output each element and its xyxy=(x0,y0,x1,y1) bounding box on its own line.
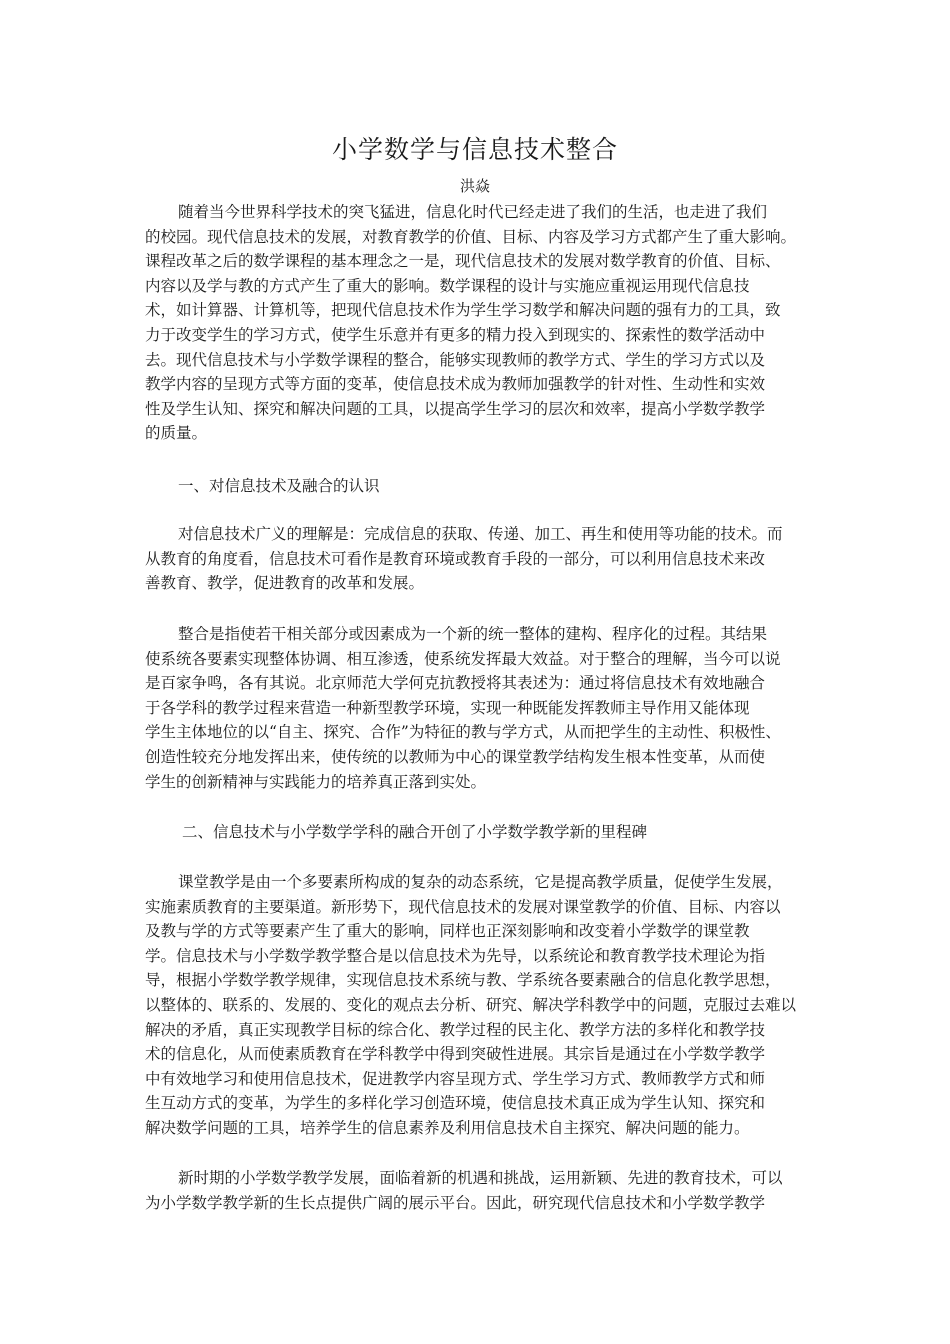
paragraph-line: 为小学数学教学新的生长点提供广阔的展示平台。因此，研究现代信息技术和小学数学教学 xyxy=(145,1193,766,1212)
paragraph-line: 于各学科的教学过程来营造一种新型教学环境，实现一种既能发挥教师主导作用又能体现 xyxy=(145,698,750,717)
paragraph-line: 学生主体地位的以“自主、探究、合作”为特征的教与学方式，从而把学生的主动性、积极性、 xyxy=(145,723,781,742)
paragraph-line: 对信息技术广义的理解是：完成信息的获取、传递、加工、再生和使用等功能的技术。而 xyxy=(178,525,783,543)
paragraph-line: 性及学生认知、探究和解决问题的工具，以提高学生学习的层次和效率，提高小学数学教学 xyxy=(145,399,766,418)
paragraph-definition xyxy=(145,522,815,596)
paragraph-line: 新时期的小学数学教学发展，面临着新的机遇和挑战，运用新颖、先进的教育技术，可以 xyxy=(178,1169,783,1187)
paragraph-line: 的质量。 xyxy=(145,424,208,443)
paragraph-line: 课堂教学是由一个多要素所构成的复杂的动态系统，它是提高教学质量，促使学生发展， xyxy=(178,873,783,891)
paragraph-line: 学生的创新精神与实践能力的培养真正落到实处。 xyxy=(145,772,487,791)
paragraph-line: 从教育的角度看，信息技术可看作是教育环境或教育手段的一部分，可以利用信息技术来改 xyxy=(145,549,766,568)
paragraph-line: 创造性较充分地发挥出来，使传统的以教师为中心的课堂教学结构发生根本性变革，从而使 xyxy=(145,747,766,766)
document-author: 洪焱 xyxy=(459,177,490,195)
paragraph-line: 解决数学问题的工具，培养学生的信息素养及利用信息技术自主探究、解决问题的能力。 xyxy=(145,1118,750,1137)
paragraph-line: 随着当今世界科学技术的突飞猛进，信息化时代已经走进了我们的生活，也走进了我们 xyxy=(178,203,768,221)
paragraph-line: 是百家争鸣，各有其说。北京师范大学何克抗教授将其表述为：通过将信息技术有效地融合 xyxy=(145,674,766,693)
paragraph-integration xyxy=(145,622,815,794)
paragraph-line: 去。现代信息技术与小学数学课程的整合，能够实现教师的教学方式、学生的学习方式以及 xyxy=(145,350,766,369)
paragraph-intro xyxy=(145,200,815,446)
paragraph-line: 学。信息技术与小学数学教学整合是以信息技术为先导，以系统论和教育教学技术理论为指 xyxy=(145,946,766,965)
paragraph-line: 中有效地学习和使用信息技术，促进教学内容呈现方式、学生学习方式、教师教学方式和师 xyxy=(145,1069,766,1088)
paragraph-line: 解决的矛盾，真正实现教学目标的综合化、教学过程的民主化、教学方法的多样化和教学技 xyxy=(145,1020,766,1039)
paragraph-line: 的校园。现代信息技术的发展，对教育教学的价值、目标、内容及学习方式都产生了重大影响。 xyxy=(145,227,797,246)
paragraph-line: 术，如计算器、计算机等，把现代信息技术作为学生学习数学和解决问题的强有力的工具，致 xyxy=(145,301,781,320)
section-heading-2: 二、信息技术与小学数学学科的融合开创了小学数学教学新的里程碑 xyxy=(182,823,648,841)
paragraph-line: 以整体的、联系的、发展的、变化的观点去分析、研究、解决学科教学中的问题，克服过去难以 xyxy=(145,995,797,1014)
paragraph-new-era xyxy=(145,1166,815,1215)
paragraph-classroom xyxy=(145,870,815,1141)
paragraph-line: 教学内容的呈现方式等方面的变革，使信息技术成为教师加强教学的针对性、生动性和实效 xyxy=(145,375,766,394)
paragraph-line: 内容以及学与教的方式产生了重大的影响。数学课程的设计与实施应重视运用现代信息技 xyxy=(145,276,750,295)
paragraph-line: 术的信息化，从而使素质教育在学科教学中得到突破性进展。其宗旨是通过在小学数学教学 xyxy=(145,1045,766,1064)
paragraph-line: 实施素质教育的主要渠道。新形势下，现代信息技术的发展对课堂教学的价值、目标、内容以 xyxy=(145,897,781,916)
section-heading-1: 一、对信息技术及融合的认识 xyxy=(178,477,380,495)
paragraph-line: 善教育、教学，促进教育的改革和发展。 xyxy=(145,574,425,593)
paragraph-line: 使系统各要素实现整体协调、相互渗透，使系统发挥最大效益。对于整合的理解，当今可以说 xyxy=(145,649,781,668)
paragraph-line: 整合是指使若干相关部分或因素成为一个新的统一整体的建构、程序化的过程。其结果 xyxy=(178,625,768,643)
document-title: 小学数学与信息技术整合 xyxy=(331,135,618,164)
paragraph-line: 力于改变学生的学习方式，使学生乐意并有更多的精力投入到现实的、探索性的数学活动中 xyxy=(145,325,766,344)
paragraph-line: 生互动方式的变革，为学生的多样化学习创造环境，使信息技术真正成为学生认知、探究和 xyxy=(145,1094,766,1113)
paragraph-line: 及教与学的方式等要素产生了重大的影响，同样也正深刻影响和改变着小学数学的课堂教 xyxy=(145,922,750,941)
paragraph-line: 导，根据小学数学教学规律，实现信息技术系统与教、学系统各要素融合的信息化教学思想， xyxy=(145,971,781,990)
paragraph-line: 课程改革之后的数学课程的基本理念之一是，现代信息技术的发展对数学教育的价值、目标、 xyxy=(145,252,781,271)
